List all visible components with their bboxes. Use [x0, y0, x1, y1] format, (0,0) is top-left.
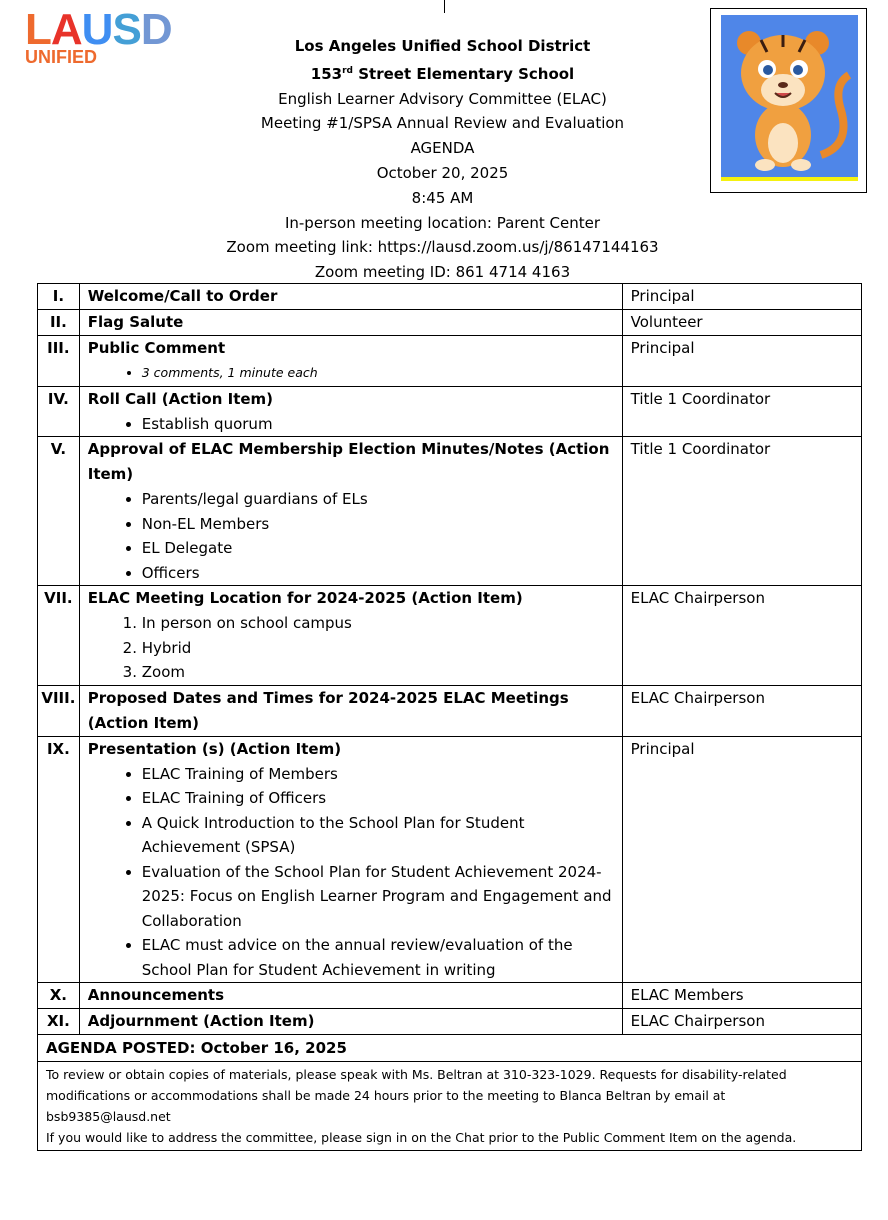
meeting-time: 8:45 AM [411, 188, 474, 207]
bullet-item: • Non-EL Members [142, 512, 614, 537]
bullet-item: • Parents/legal guardians of ELs [142, 487, 614, 512]
item-title: ELAC Meeting Location for 2024-2025 (Action Item) [87, 589, 523, 607]
item-presenter: ELAC Chairperson [622, 685, 861, 736]
item-title: Presentation (s) (Action Item) [87, 739, 342, 758]
committee-name: English Learner Advisory Committee (ELAC) [278, 89, 607, 108]
item-presenter: Volunteer [622, 310, 861, 336]
bullet-item: • 3 comments, 1 minute each [142, 361, 614, 386]
item-presenter: Title 1 Coordinator [622, 386, 861, 437]
item-content [79, 386, 622, 437]
item-bullets [88, 361, 614, 386]
district-name: Los Angeles Unified School District [294, 37, 591, 55]
item-content [79, 437, 622, 586]
item-numbered-list [88, 611, 614, 685]
item-content [79, 310, 622, 336]
bullet-item: • A Quick Introduction to the School Plan for Student Achievement (SPSA) [142, 811, 614, 860]
agenda-row [38, 386, 862, 437]
item-number: III. [38, 336, 80, 387]
agenda-row [38, 284, 862, 310]
agenda-row [38, 685, 862, 736]
numbered-item: 3. Zoom [142, 660, 614, 685]
bullet-item: • ELAC Training of Members [142, 762, 614, 787]
zoom-id: Zoom meeting ID: 861 4714 4163 [314, 263, 571, 282]
item-number: IV. [38, 386, 80, 437]
materials-note: To review or obtain copies of materials, please speak with Ms. Beltran at 310-323-1029. Requests for disability-related modifications or accommodations shall be made 24 hours prior to the meeting to Blanca Beltran by email at bsb9385@lausd.net [46, 1067, 787, 1124]
item-content [79, 685, 622, 736]
agenda-row [38, 336, 862, 387]
item-title: Announcements [87, 986, 225, 1004]
item-title: Roll Call (Action Item) [87, 389, 274, 408]
lausd-logo: LAUSD UNIFIED [25, 5, 172, 67]
item-presenter: Principal [622, 736, 861, 983]
item-number: IX. [38, 736, 80, 983]
item-content [79, 284, 622, 310]
item-number: VII. [38, 586, 80, 686]
public-comment-note: If you would like to address the committee, please sign in on the Chat prior to the Public Comment Item on the agenda. [46, 1130, 797, 1145]
item-presenter: Title 1 Coordinator [622, 437, 861, 586]
school-name: 153rd Street Elementary School [310, 64, 575, 83]
agenda-row [38, 586, 862, 686]
item-content [79, 336, 622, 387]
item-number: X. [38, 983, 80, 1009]
item-number: II. [38, 310, 80, 336]
bullet-item: • Establish quorum [142, 412, 614, 437]
item-presenter: Principal [622, 336, 861, 387]
item-content [79, 736, 622, 983]
item-bullets [88, 487, 614, 585]
numbered-item: 2. Hybrid [142, 636, 614, 661]
item-presenter: ELAC Members [622, 983, 861, 1009]
tiger-cartoon-icon [721, 15, 858, 177]
item-number: I. [38, 284, 80, 310]
agenda-label: AGENDA [410, 139, 475, 158]
item-title: Flag Salute [87, 313, 184, 331]
item-title: Adjournment (Action Item) [87, 1012, 315, 1030]
agenda-table [37, 283, 862, 1151]
item-title: Proposed Dates and Times for 2024-2025 ELAC Meetings (Action Item) [87, 688, 569, 732]
agenda-row [38, 1009, 862, 1035]
item-number: VIII. [38, 685, 80, 736]
document-header [150, 34, 735, 285]
meeting-location: In-person meeting location: Parent Center [284, 213, 601, 232]
item-title: Welcome/Call to Order [87, 287, 278, 305]
agenda-posted: AGENDA POSTED: October 16, 2025 [38, 1035, 862, 1062]
agenda-row [38, 736, 862, 983]
bullet-item: • Officers [142, 561, 614, 586]
item-presenter: ELAC Chairperson [622, 586, 861, 686]
item-content [79, 1009, 622, 1035]
item-bullets [88, 762, 614, 983]
agenda-row [38, 983, 862, 1009]
notes-cell [38, 1062, 862, 1151]
item-number: V. [38, 437, 80, 586]
bullet-item: • ELAC Training of Officers [142, 786, 614, 811]
item-title: Approval of ELAC Membership Election Minutes/Notes (Action Item) [87, 440, 610, 483]
item-content [79, 983, 622, 1009]
item-number: XI. [38, 1009, 80, 1035]
item-presenter: ELAC Chairperson [622, 1009, 861, 1035]
numbered-item: 1. In person on school campus [142, 611, 614, 636]
agenda-row [38, 437, 862, 586]
bullet-item: • EL Delegate [142, 536, 614, 561]
bullet-item: • Evaluation of the School Plan for Student Achievement 2024-2025: Focus on English Learner Program and Engagement and Collaboration [142, 860, 614, 934]
item-presenter: Principal [622, 284, 861, 310]
text-cursor [444, 0, 445, 13]
meeting-title: Meeting #1/SPSA Annual Review and Evaluation [260, 114, 625, 133]
item-content [79, 586, 622, 686]
agenda-row [38, 310, 862, 336]
zoom-link[interactable]: Zoom meeting link: https://lausd.zoom.us/j/86147144163 [226, 238, 659, 257]
meeting-date: October 20, 2025 [376, 163, 509, 182]
bullet-item: • ELAC must advice on the annual review/evaluation of the School Plan for Student Achievement in writing [142, 933, 614, 982]
item-title: Public Comment [87, 339, 226, 357]
item-bullets [88, 412, 614, 437]
